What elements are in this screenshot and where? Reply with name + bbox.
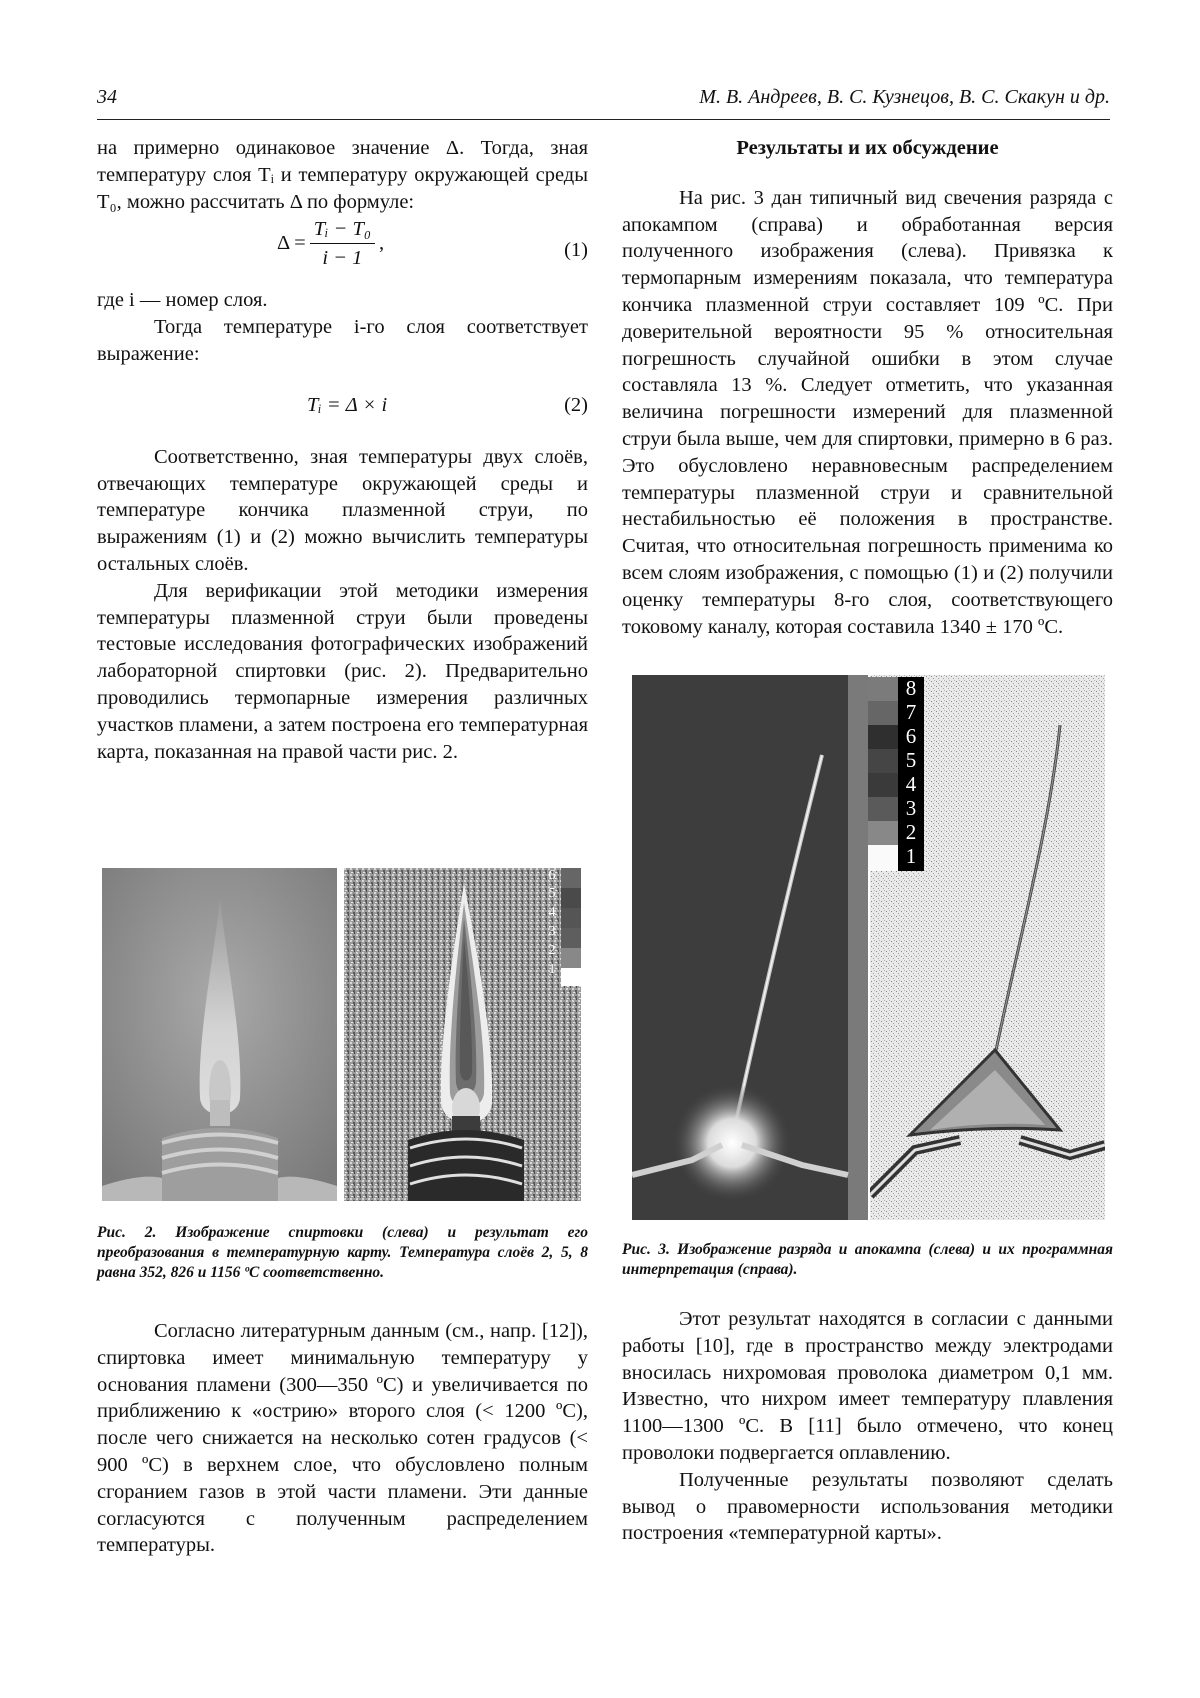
legend-label: 7 (905, 700, 917, 724)
equation-1 (97, 215, 588, 287)
figure-3-discharge-photo (632, 675, 868, 1220)
paragraph: На рис. 3 дан типичный вид свечения разряда с апокампом (справа) и обработанная версия полученного изображения (слева). Привязка к термопарным измерениям показала, что температура кончика плазменной струи составляет 109 ºС. При доверительной вероятности 95 % относительная погрешность случайной ошибки в этом случае составляла 13 %. Следует отметить, что указанная величина погрешности измерений для плазменной струи была выше, чем для спиртовки, примерно в 6 раз. Это обусловлено неравновесным распределением температуры плазменной струи и сравнительной нестабильностью её положения в пространстве. Считая, что относительная погрешность применима ко всем слоям изображения, с помощью (1) и (2) получили оценку температуры 8-го слоя, соответствующего токовому каналу, которая составила 1340 ± 170 ºС. (622, 186, 1113, 638)
right-column (622, 135, 1113, 640)
legend-label: 2 (905, 820, 917, 844)
legend-label: 4 (548, 905, 556, 920)
paragraph: Соответственно, зная температуры двух слоёв, отвечающих температуре окружающей среды и температуре кончика плазменной струи, по выражениям (1) и (2) можно вычислить температуры остальных слоёв. (97, 445, 588, 575)
bottom-right-text (622, 1306, 1113, 1547)
equation-number: (1) (564, 239, 588, 262)
section-title: Результаты и их обсуждение (736, 137, 999, 159)
equation-expression: Tᵢ = Δ × i (307, 393, 388, 416)
running-head: М. В. Андреев, В. С. Кузнецов, В. С. Скакун и др. (699, 86, 1110, 108)
paragraph: где i — номер слоя. (97, 289, 268, 312)
page-number: 34 (97, 86, 117, 108)
equation-lhs: Δ = (277, 232, 306, 255)
paragraph: Для верификации этой методики измерения температуры плазменной струи были проведены тестовые исследования фотографических изображений лабораторной спиртовки (рис. 2). Предварительно проводились термопарные измерения различных участков пламени, а затем построена его температурная карта, показанная на правой части рис. 2. (97, 579, 588, 763)
legend-label: 1 (905, 844, 917, 868)
equation-2 (97, 384, 588, 430)
equation-tail: , (379, 232, 385, 255)
bottom-left-text (97, 1318, 588, 1559)
legend-label: 8 (905, 676, 917, 700)
legend-label: 6 (905, 724, 917, 748)
left-column (97, 135, 588, 765)
header-rule (97, 119, 1110, 120)
numerator: Tᵢ − T₀ (310, 215, 375, 244)
denominator: i − 1 (322, 247, 363, 270)
paragraph: Согласно литературным данным (см., напр. [12]), спиртовка имеет минимальную температуру у основания пламени (300—350 ºС) и увеличивается по приближению к «острию» второго слоя (< 1200 ºС), после чего снижается на несколько сотен градусов (< 900 ºС) в верхнем слое, что обусловлено полным сгоранием газов в этой части пламени. Эти данные согласуются с полученным распределением температуры. (97, 1320, 588, 1557)
legend-label: 6 (548, 868, 556, 883)
legend-label: 5 (548, 886, 556, 901)
figure-2-legend (543, 868, 581, 986)
legend-label: 1 (548, 962, 556, 977)
figure-3-caption: Рис. 3. Изображение разряда и апокампа (слева) и их программная интерпретация (справа). (622, 1241, 1113, 1278)
legend-label: 2 (548, 943, 556, 958)
legend-label: 3 (548, 924, 556, 939)
paragraph: Тогда температуре i-го слоя соответствует выражение: (97, 316, 588, 365)
figure-2-temperature-map (344, 868, 581, 1201)
paragraph: Полученные результаты позволяют сделать вывод о правомерности использования методики построения «температурной карты». (622, 1468, 1113, 1545)
legend-label: 4 (905, 772, 917, 796)
figure-3-legend (868, 677, 924, 873)
figure-2-left-photo (102, 868, 337, 1201)
legend-label: 3 (905, 796, 917, 820)
paragraph: Этот результат находятся в согласии с данными работы [10], где в пространство между электродами вносилась нихромовая проволока диаметром 0,1 мм. Известно, что нихром имеет температуру плавления 1100—1300 ºС. В [11] было отмечено, что конец проволоки подвергается оплавлению. (622, 1308, 1113, 1464)
paragraph: на примерно одинаковое значение Δ. Тогда, зная температуру слоя Tᵢ и температуру окружающей среды T₀, можно рассчитать Δ по формуле: (97, 137, 588, 213)
fraction (310, 215, 375, 272)
figure-2-caption: Рис. 2. Изображение спиртовки (слева) и результат его преобразования в температурную карту. Температура слоёв 2, 5, 8 равна 352, 826 и 1156 ºС соответственно. (97, 1224, 588, 1281)
equation-number: (2) (564, 393, 588, 416)
legend-label: 5 (905, 748, 917, 772)
